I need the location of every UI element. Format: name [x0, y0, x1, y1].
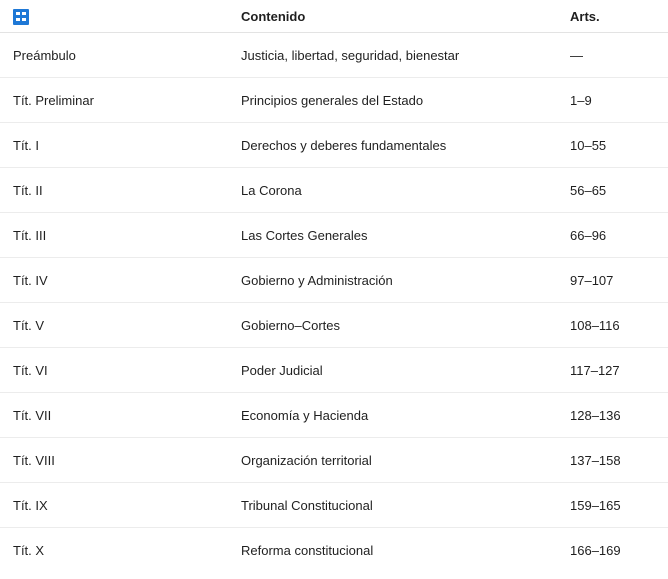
row-content: Gobierno–Cortes — [241, 318, 340, 333]
table-row — [0, 348, 668, 393]
row-section: Tít. VII — [13, 408, 52, 423]
row-articles: 66–96 — [570, 228, 607, 243]
row-articles: — — [570, 48, 583, 63]
table-row — [0, 393, 668, 438]
table-row — [0, 258, 668, 303]
row-section: Tít. X — [13, 543, 45, 558]
row-articles: 128–136 — [570, 408, 621, 423]
row-content: Gobierno y Administración — [241, 273, 393, 288]
row-section: Tít. V — [13, 318, 45, 333]
table-row — [0, 213, 668, 258]
row-section: Tít. VI — [13, 363, 48, 378]
row-content: La Corona — [241, 183, 302, 198]
row-content: Principios generales del Estado — [241, 93, 424, 108]
table-row — [0, 123, 668, 168]
table-row — [0, 528, 668, 573]
table-grid-icon[interactable] — [13, 9, 29, 25]
row-content: Justicia, libertad, seguridad, bienestar — [241, 48, 460, 63]
header-content: Contenido — [241, 9, 306, 24]
row-articles: 108–116 — [570, 318, 620, 333]
row-articles: 10–55 — [570, 138, 607, 153]
row-section: Tít. III — [13, 228, 47, 243]
row-articles: 166–169 — [570, 543, 621, 558]
row-content: Organización territorial — [241, 453, 372, 468]
row-section: Preámbulo — [13, 48, 76, 63]
row-section: Tít. I — [13, 138, 39, 153]
row-articles: 117–127 — [570, 363, 620, 378]
row-articles: 97–107 — [570, 273, 614, 288]
row-articles: 56–65 — [570, 183, 607, 198]
row-articles: 1–9 — [570, 93, 592, 108]
table-row — [0, 78, 668, 123]
row-section: Tít. Preliminar — [13, 93, 94, 108]
row-articles: 137–158 — [570, 453, 621, 468]
table-row — [0, 483, 668, 528]
row-section: Tít. IV — [13, 273, 48, 288]
table-row — [0, 438, 668, 483]
row-section: Tít. II — [13, 183, 43, 198]
row-section: Tít. IX — [13, 498, 48, 513]
table-row — [0, 168, 668, 213]
row-section: Tít. VIII — [13, 453, 55, 468]
row-content: Derechos y deberes fundamentales — [241, 138, 447, 153]
row-articles: 159–165 — [570, 498, 621, 513]
row-content: Tribunal Constitucional — [241, 498, 373, 513]
header-articles: Arts. — [570, 9, 600, 24]
row-content: Las Cortes Generales — [241, 228, 368, 243]
row-content: Poder Judicial — [241, 363, 323, 378]
table-header — [0, 0, 668, 33]
row-content: Economía y Hacienda — [241, 408, 369, 423]
table-row — [0, 303, 668, 348]
row-content: Reforma constitucional — [241, 543, 374, 558]
table-row — [0, 33, 668, 78]
